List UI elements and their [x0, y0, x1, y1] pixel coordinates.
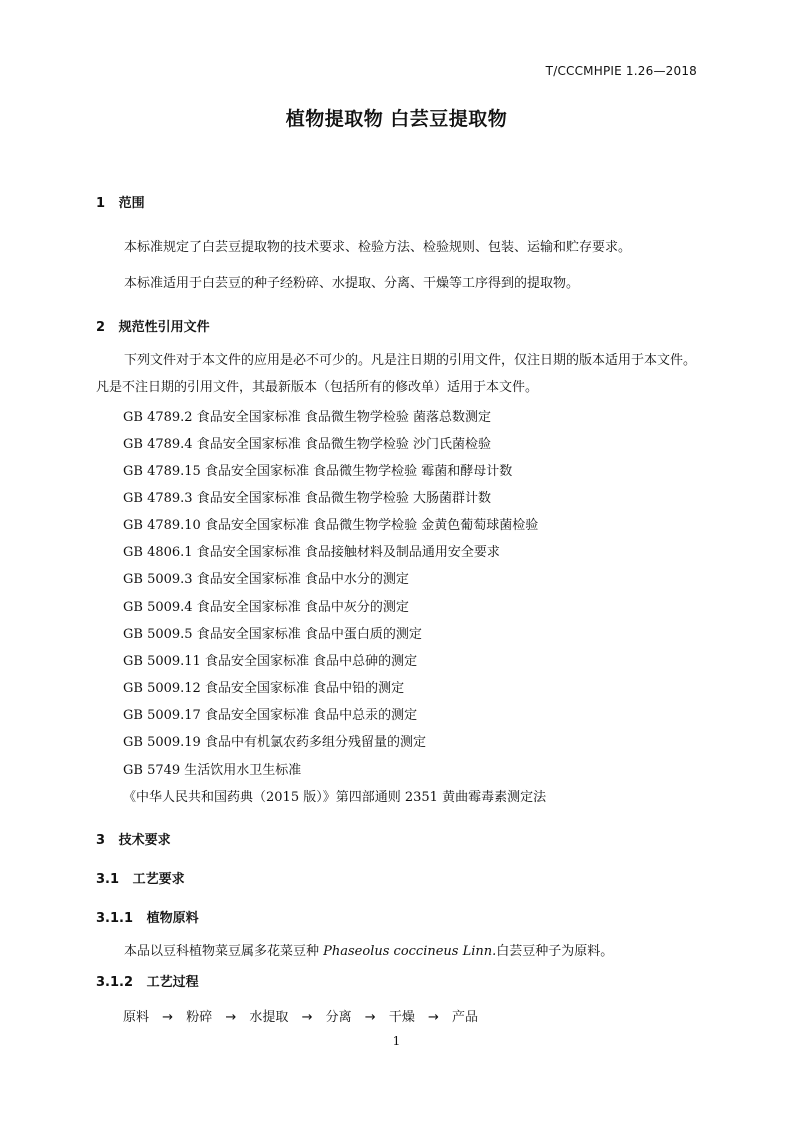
- section-title: 工艺要求: [132, 872, 185, 887]
- reference-item: 《中华人民共和国药典（2015 版）》第四部通则 2351 黄曲霉毒素测定法: [123, 790, 547, 805]
- reference-item: GB 5009.3 食品安全国家标准 食品中水分的测定: [123, 572, 409, 587]
- flow-step: 分离: [325, 1010, 352, 1025]
- section-number: 1: [96, 196, 106, 211]
- section-title: 工艺过程: [146, 975, 199, 990]
- arrow-right-icon: →: [427, 1010, 439, 1025]
- section-title: 技术要求: [118, 833, 171, 848]
- latin-species-name: Phaseolus coccineus Linn.: [323, 944, 497, 959]
- reference-item: GB 5009.19 食品中有机氯农药多组分残留量的测定: [123, 735, 426, 750]
- scope-paragraph-1: 本标准规定了白芸豆提取物的技术要求、检验方法、检验规则、包装、运输和贮存要求。: [124, 240, 632, 255]
- arrow-right-icon: →: [225, 1010, 237, 1025]
- flow-step: 粉碎: [186, 1010, 213, 1025]
- section-number: 3.1.1: [96, 911, 134, 926]
- flow-step: 原料: [123, 1010, 150, 1025]
- reference-item: GB 5009.4 食品安全国家标准 食品中灰分的测定: [123, 600, 409, 615]
- section-number: 3.1.2: [96, 975, 134, 990]
- scope-paragraph-2: 本标准适用于白芸豆的种子经粉碎、水提取、分离、干燥等工序得到的提取物。: [124, 276, 580, 291]
- reference-item: GB 4789.4 食品安全国家标准 食品微生物学检验 沙门氏菌检验: [123, 437, 491, 452]
- subsection-3-1-heading: [96, 868, 185, 887]
- document-number: T/CCCMHPIE 1.26—2018: [545, 64, 697, 78]
- raw-material-text-end: 白芸豆种子为原料。: [496, 944, 614, 959]
- references-intro: 下列文件对于本文件的应用是必不可少的。凡是注日期的引用文件，仅注日期的版本适用于本文件。凡是不注日期的引用文件，其最新版本（包括所有的修改单）适用于本文件。: [96, 353, 697, 395]
- raw-material-text: 本品以豆科植物菜豆属多花菜豆种: [124, 944, 324, 959]
- arrow-right-icon: →: [162, 1010, 174, 1025]
- section-title: 范围: [118, 196, 145, 211]
- section-number: 2: [96, 320, 106, 335]
- flow-step: 干燥: [388, 1010, 415, 1025]
- page-number: 1: [392, 1034, 401, 1048]
- reference-item: GB 4789.2 食品安全国家标准 食品微生物学检验 菌落总数测定: [123, 410, 491, 425]
- reference-item: GB 4789.15 食品安全国家标准 食品微生物学检验 霉菌和酵母计数: [123, 464, 513, 479]
- flow-step: 产品: [452, 1010, 479, 1025]
- reference-item: GB 4789.3 食品安全国家标准 食品微生物学检验 大肠菌群计数: [123, 491, 491, 506]
- reference-item: GB 5009.5 食品安全国家标准 食品中蛋白质的测定: [123, 627, 422, 642]
- arrow-right-icon: →: [364, 1010, 376, 1025]
- subsection-3-1-1-heading: [96, 907, 199, 926]
- reference-item: GB 4806.1 食品安全国家标准 食品接触材料及制品通用安全要求: [123, 545, 500, 560]
- process-flow: [123, 1004, 478, 1031]
- flow-step: 水提取: [249, 1010, 289, 1025]
- section-title: 植物原料: [146, 911, 199, 926]
- raw-material-paragraph: [96, 938, 698, 965]
- section-2-heading: [96, 316, 210, 335]
- reference-item: GB 5009.12 食品安全国家标准 食品中铅的测定: [123, 681, 405, 696]
- section-3-heading: [96, 829, 171, 848]
- reference-item: GB 4789.10 食品安全国家标准 食品微生物学检验 金黄色葡萄球菌检验: [123, 518, 539, 533]
- subsection-3-1-2-heading: [96, 971, 199, 990]
- section-number: 3: [96, 833, 106, 848]
- reference-item: GB 5009.17 食品安全国家标准 食品中总汞的测定: [123, 708, 418, 723]
- section-1-heading: [96, 192, 145, 211]
- section-title: 规范性引用文件: [118, 320, 210, 335]
- reference-item: GB 5009.11 食品安全国家标准 食品中总砷的测定: [123, 654, 418, 669]
- document-title: 植物提取物 白芸豆提取物: [285, 108, 508, 130]
- reference-item: GB 5749 生活饮用水卫生标准: [123, 763, 302, 778]
- arrow-right-icon: →: [301, 1010, 313, 1025]
- section-number: 3.1: [96, 872, 120, 887]
